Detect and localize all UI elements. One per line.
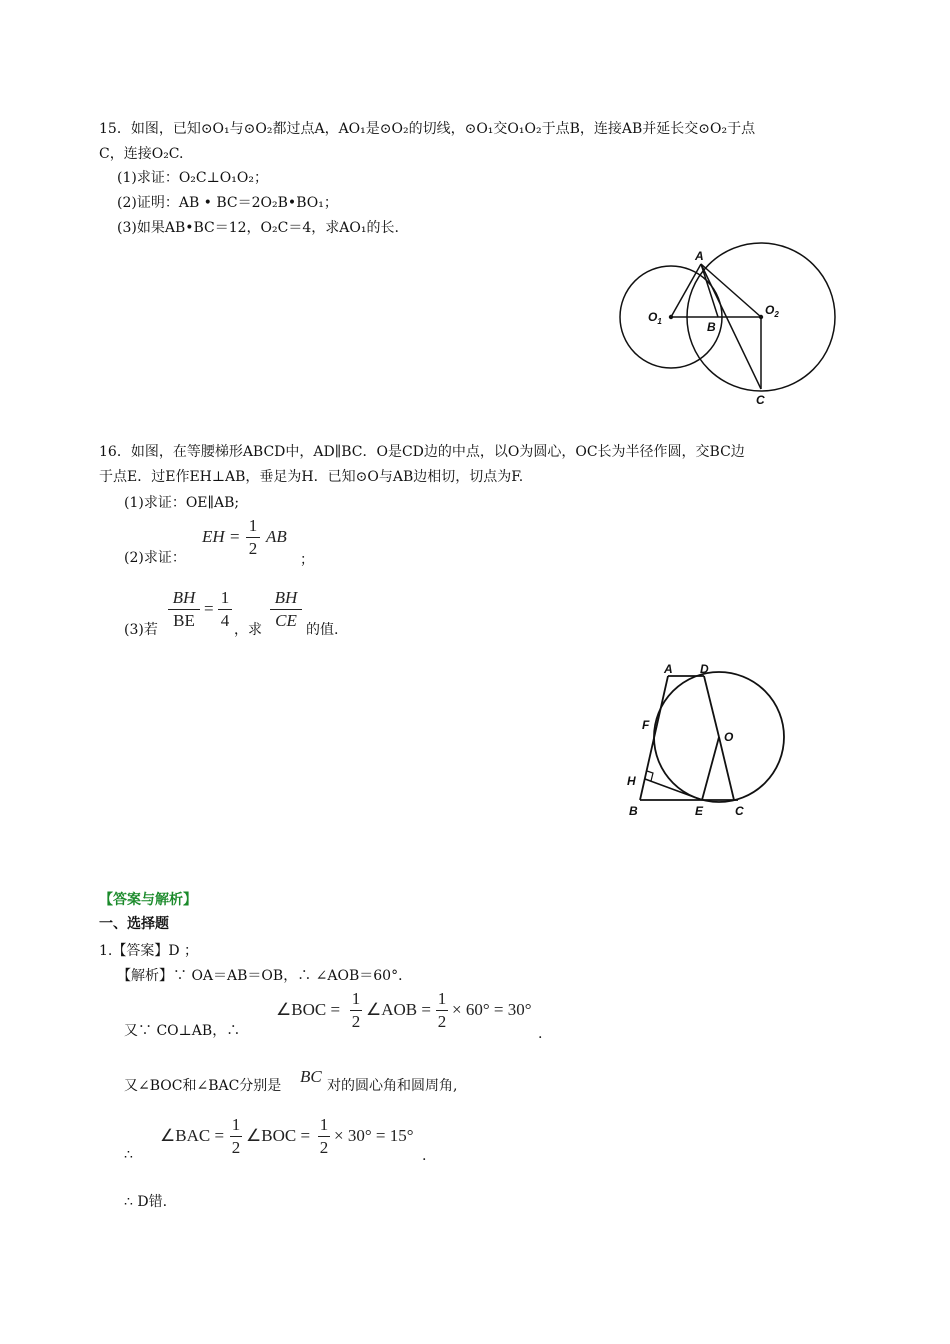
q15-part3: (3)如果AB•BC＝12，O₂C＝4，求AO₁的长.: [117, 220, 399, 236]
q16-part2-rhs: AB: [266, 527, 287, 546]
q16-line2: 于点E．过E作EH⊥AB，垂足为H．已知⊙O与AB边相切，切点为F.: [99, 469, 524, 485]
q16-part3-prefix: (3)若: [124, 622, 158, 638]
label-o1: $O_1$: [648, 310, 662, 326]
fraction-bar: [246, 537, 260, 538]
q15-part1: (1)求证：O₂C⊥O₁O₂；: [117, 170, 268, 186]
eq2-lhs: ∠BAC =: [160, 1126, 225, 1145]
label-b: B: [707, 320, 716, 334]
label-h: H: [627, 774, 636, 788]
q15-part2: (2)证明：AB • BC＝2O₂B•BO₁；: [117, 195, 338, 211]
fraction-numerator: 1: [437, 989, 447, 1008]
fraction-numerator: 1: [319, 1115, 329, 1134]
q16-part1: (1)求证：OE∥AB;: [124, 495, 240, 511]
eq1-end: .: [538, 1026, 543, 1042]
segment-do: [704, 676, 719, 737]
q16-part2-prefix: (2)求证：: [124, 550, 186, 566]
segment-oe: [702, 737, 719, 800]
q16-part2-fraction: [246, 516, 260, 559]
segment-eh: [645, 779, 702, 800]
fraction-bar: [168, 609, 200, 610]
fraction-bar: [230, 1136, 242, 1137]
q15-line2: C，连接O₂C.: [99, 146, 184, 162]
q16-line1: 16．如图，在等腰梯形ABCD中，AD∥BC．O是CD边的中点，以O为圆心，OC长为半径作圆，交BC边: [99, 444, 745, 460]
eq2-rhs: × 30° = 15°: [334, 1126, 414, 1145]
analysis-also-2-suffix: 对的圆心角和圆周角,: [327, 1078, 458, 1094]
label-o: O: [724, 730, 734, 744]
fraction-denominator: CE: [275, 611, 297, 630]
fraction-denominator: 4: [220, 611, 230, 630]
fraction-bar: [318, 1136, 330, 1137]
q16-part2-suffix: ；: [300, 552, 314, 568]
fraction-denominator: BE: [173, 611, 195, 630]
q15-line1: 15．如图，已知⊙O₁与⊙O₂都过点A，AO₁是⊙O₂的切线，⊙O₁交O₁O₂于点B，连接AB并延长交⊙O₂于点: [99, 121, 756, 137]
q16-part3-mid: ，求: [234, 622, 262, 638]
eq2-fraction-2: [318, 1115, 330, 1158]
fraction-denominator: 2: [351, 1012, 361, 1031]
label-a: A: [695, 249, 704, 263]
fraction-bar: [270, 609, 302, 610]
therefore-1: ∴: [124, 1147, 133, 1163]
eq2-end: .: [422, 1148, 427, 1164]
analysis-conclusion: ∴ D错.: [124, 1194, 168, 1210]
label-c: C: [756, 393, 765, 407]
fraction-numerator: 1: [248, 516, 258, 535]
answer-1: 1.【答案】D ；: [99, 943, 199, 959]
fraction-denominator: 2: [437, 1012, 447, 1031]
fraction-bar: [218, 609, 232, 610]
fraction-numerator: 1: [231, 1115, 241, 1134]
q16-part3-fraction-2: [218, 588, 232, 631]
fraction-numerator: BH: [274, 588, 298, 607]
label-b: B: [629, 804, 638, 818]
fraction-numerator: 1: [351, 989, 361, 1008]
eq1-fraction-1: [350, 989, 362, 1032]
label-f: F: [642, 718, 650, 732]
eq2-fraction-1: [230, 1115, 242, 1158]
q16-part2-lhs: EH =: [202, 527, 241, 546]
label-e: E: [695, 804, 704, 818]
point-o1: [669, 315, 673, 319]
point-o2: [759, 315, 763, 319]
label-o2: $O_2$: [765, 303, 779, 319]
q15-figure: [610, 238, 850, 410]
q16-part3-fraction-3: [270, 588, 302, 631]
fraction-denominator: 2: [319, 1138, 329, 1157]
fraction-bar: [350, 1010, 362, 1011]
label-a: A: [664, 662, 673, 676]
segment-ao1: [671, 264, 701, 317]
arc-bc: BC: [300, 1067, 322, 1086]
q16-figure: [620, 655, 795, 825]
answers-section-title: 一、选择题: [99, 916, 169, 932]
segment-ab: [640, 676, 668, 800]
fraction-denominator: 2: [231, 1138, 241, 1157]
fraction-numerator: BH: [172, 588, 196, 607]
q16-part3-fraction-1: [168, 588, 200, 631]
eq1-fraction-2: [436, 989, 448, 1032]
analysis-also-2-prefix: 又∠BOC和∠BAC分别是: [124, 1078, 282, 1094]
q16-part3-equals: =: [204, 599, 214, 618]
fraction-denominator: 2: [248, 539, 258, 558]
label-d: D: [700, 662, 709, 676]
q16-part3-suffix: 的值.: [306, 622, 339, 638]
label-c: C: [735, 804, 744, 818]
eq2-mid: ∠BOC =: [246, 1126, 311, 1145]
segment-oc: [719, 737, 734, 800]
analysis-also-1: 又∵ CO⊥AB，∴: [124, 1023, 241, 1039]
eq1-rhs: × 60° = 30°: [452, 1000, 532, 1019]
fraction-numerator: 1: [220, 588, 230, 607]
analysis-line1: 【解析】∵ OA＝AB＝OB，∴ ∠AOB＝60°．: [117, 968, 413, 984]
eq1-mid: ∠AOB =: [366, 1000, 431, 1019]
fraction-bar: [436, 1010, 448, 1011]
eq1-lhs: ∠BOC =: [276, 1000, 341, 1019]
answers-header: 【答案与解析】: [99, 892, 197, 908]
